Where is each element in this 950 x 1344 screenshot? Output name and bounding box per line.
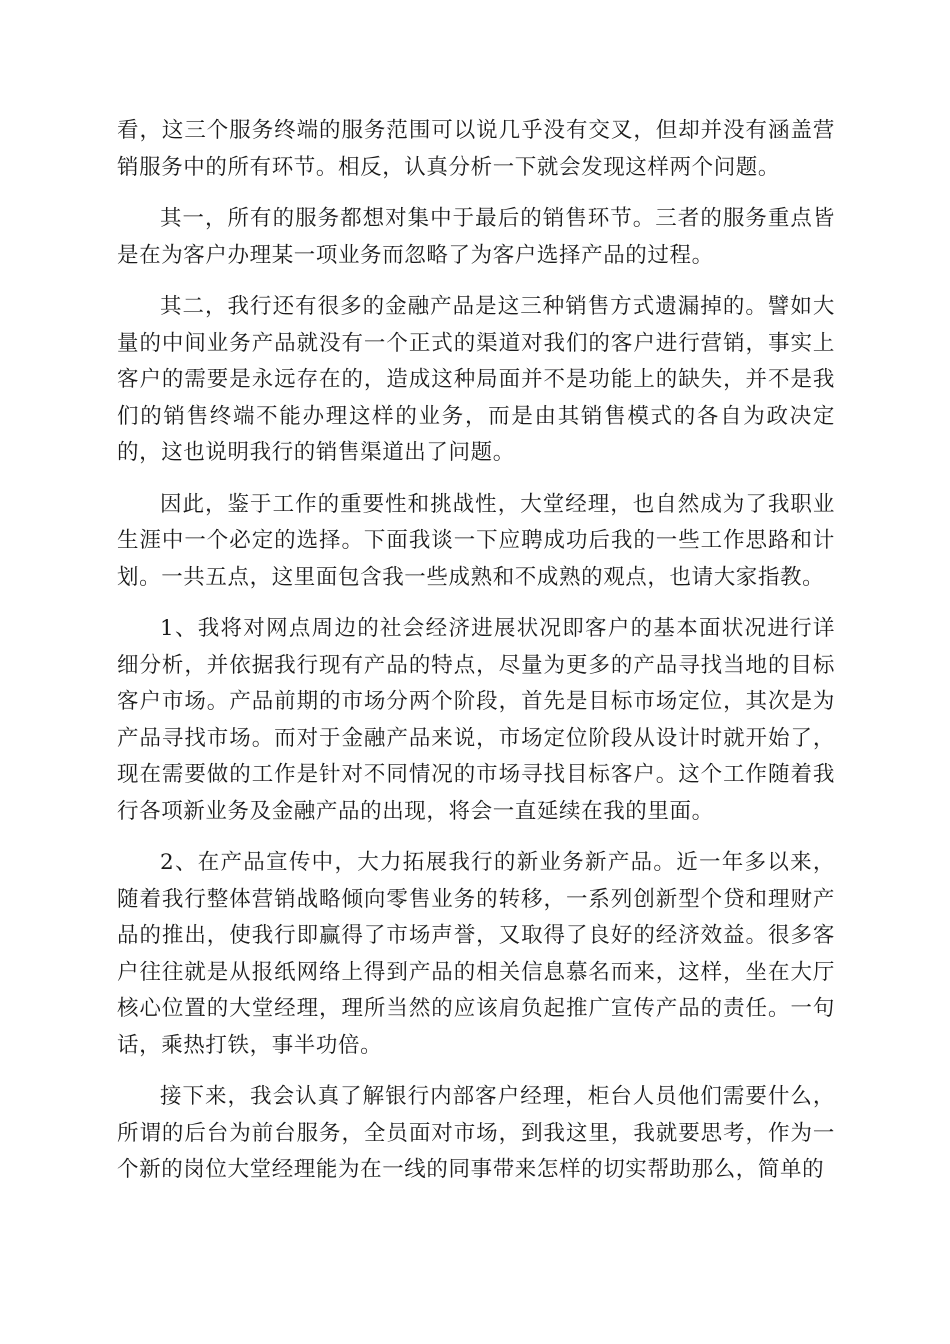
paragraph-plan-item-2: 2、在产品宣传中，大力拓展我行的新业务新产品。近一年多以来，随着我行整体营销战略倾向零售业务的转移，一系列创新型个贷和理财产品的推出，使我行即赢得了市场声誉，又取得了良好的经济效益。很多客户往往就是从报纸网络上得到产品的相关信息慕名而来，这样，坐在大厅核心位置的大堂经理，理所当然的应该肩负起推广宣传产品的责任。一句话，乘热打铁，事半功倍。 xyxy=(117,850,835,1058)
paragraph-continued: 看，这三个服务终端的服务范围可以说几乎没有交叉，但却并没有涵盖营销服务中的所有环节。相反，认真分析一下就会发现这样两个问题。 xyxy=(117,118,835,180)
paragraph-conclusion: 因此，鉴于工作的重要性和挑战性，大堂经理，也自然成为了我职业生涯中一个必定的选择。下面我谈一下应聘成功后我的一些工作思路和计划。一共五点，这里面包含我一些成熟和不成熟的观点，也请大家指教。 xyxy=(117,491,835,590)
paragraph-plan-item-1: 1、我将对网点周边的社会经济进展状况即客户的基本面状况进行详细分析，并依据我行现有产品的特点，尽量为更多的产品寻找当地的目标客户市场。产品前期的市场分两个阶段，首先是目标市场定位，其次是为产品寻找市场。而对于金融产品来说，市场定位阶段从设计时就开始了，现在需要做的工作是针对不同情况的市场寻找目标客户。这个工作随着我行各项新业务及金融产品的出现，将会一直延续在我的里面。 xyxy=(117,616,835,824)
paragraph-next-steps: 接下来，我会认真了解银行内部客户经理，柜台人员他们需要什么，所谓的后台为前台服务，全员面对市场，到我这里，我就要思考，作为一个新的岗位大堂经理能为在一线的同事带来怎样的切实帮助那么，简单的 xyxy=(117,1084,835,1182)
document-body xyxy=(117,113,835,1204)
paragraph-point-one: 其一，所有的服务都想对集中于最后的销售环节。三者的服务重点皆是在为客户办理某一项业务而忽略了为客户选择产品的过程。 xyxy=(117,206,835,268)
paragraph-point-two: 其二，我行还有很多的金融产品是这三种销售方式遗漏掉的。譬如大量的中间业务产品就没有一个正式的渠道对我们的客户进行营销，事实上客户的需要是永远存在的，造成这种局面并不是功能上的缺失，并不是我们的销售终端不能办理这样的业务，而是由其销售模式的各自为政决定的，这也说明我行的销售渠道出了问题。 xyxy=(117,294,835,465)
